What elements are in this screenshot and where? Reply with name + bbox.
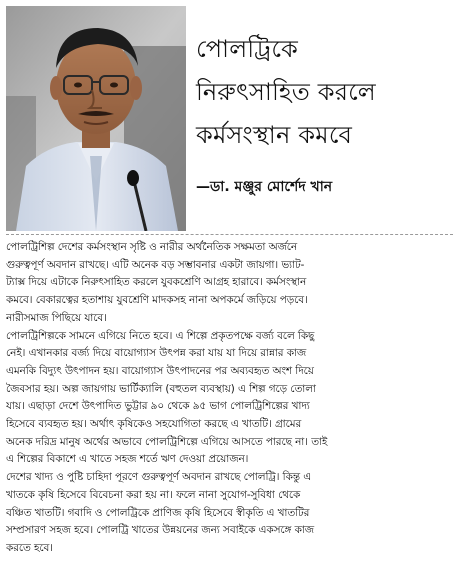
body-line: খাতকে কৃষি হিসেবে বিবেচনা করা হয় না। ফলে নানা সুযোগ-সুবিধা থেকে xyxy=(6,488,301,501)
body-line: অনেক দরিদ্র মানুষ অর্থের অভাবে পোলট্রিশিল্পে এগিয়ে আসতে পারছে না। তাই xyxy=(6,435,328,448)
body-line: গুরুত্বপূর্ণ অবদান রাখছে। এটি অনেক বড় সম্ভাবনার একটা জায়গা। ভ্যাট- xyxy=(6,258,305,271)
body-line: করতে হবে। xyxy=(6,541,53,554)
body-line: সম্প্রসারণ সহজ হবে। পোলট্রি খাতের উন্নয়নের জন্য সবাইকে একসঙ্গে কাজ xyxy=(6,524,315,537)
headline-line: পোলট্রিকে xyxy=(196,35,299,63)
byline: —ডা. মঞ্জুর মোর্শেদ খান xyxy=(196,179,333,195)
body-line: ট্যাক্স দিয়ে এটাকে নিরুৎসাহিত করলে যুবকশ্রেণি আগ্রহ হারাবে। কর্মসংস্থান xyxy=(6,276,307,289)
portrait-photo xyxy=(6,6,186,231)
headline-line: নিরুৎসাহিত করলে xyxy=(196,78,376,106)
body-line: হিসেবে ব্যবহৃত হয়। অর্থাৎ কৃষিকেও সহযোগিতা করছে এ খাতটি। গ্রামের xyxy=(6,418,302,431)
article-body xyxy=(6,239,450,558)
body-line: এমনকি বিদ্যুৎ উৎপাদন হয়। বায়োগ্যাস উৎপাদনের পর অব্যবহৃত অংশ দিয়ে xyxy=(6,364,314,377)
body-line: বঞ্চিত খাতটি। গবাদি ও পোলট্রিকে প্রাণিজ কৃষি হিসেবে স্বীকৃতি এ খাতটির xyxy=(6,506,310,519)
body-line: পোলট্রিশিল্প দেশের কর্মসংস্থান সৃষ্টি ও নারীর অর্থনৈতিক সক্ষমতা অর্জনে xyxy=(6,241,298,253)
headline-line: কর্মসংস্থান কমবে xyxy=(196,121,353,149)
divider xyxy=(6,234,453,236)
body-line: এ শিল্পের বিকাশে এ খাতে সহজ শর্তে ঋণ দেওয়া প্রয়োজন। xyxy=(6,453,249,466)
body-line: জৈবসার হয়। অল্প জায়গায় ভার্টিক্যালি (বহুতল ব্যবস্থায়) এ শিল্প গড়ে তোলা xyxy=(6,382,316,395)
body-line: নারীসমাজ পিছিয়ে যাবে। xyxy=(6,311,107,324)
body-line: কমবে। বেকারত্বের হতাশায় যুবশ্রেণি মাদকসহ নানা অপকর্মে জড়িয়ে পড়বে। xyxy=(6,294,308,307)
body-line: পোলট্রিশিল্পকে সামনে এগিয়ে নিতে হবে। এ শিল্পে প্রকৃতপক্ষে বর্জ্য বলে কিছু xyxy=(6,329,315,342)
body-line: যায়। এছাড়া দেশে উৎপাদিত ভুট্টার ৯০ থেকে ৯৫ ভাগ পোলট্রিশিল্পের খাদ্য xyxy=(6,400,310,413)
body-line: দেশের খাদ্য ও পুষ্টি চাহিদা পূরণে গুরুত্বপূর্ণ অবদান রাখছে পোলট্রি। কিন্তু এ xyxy=(6,471,312,484)
headline xyxy=(196,28,454,157)
body-line: নেই। এখানকার বর্জ্য দিয়ে বায়োগ্যাস উৎপন্ন করা যায় যা দিয়ে রান্নার কাজ xyxy=(6,347,307,360)
